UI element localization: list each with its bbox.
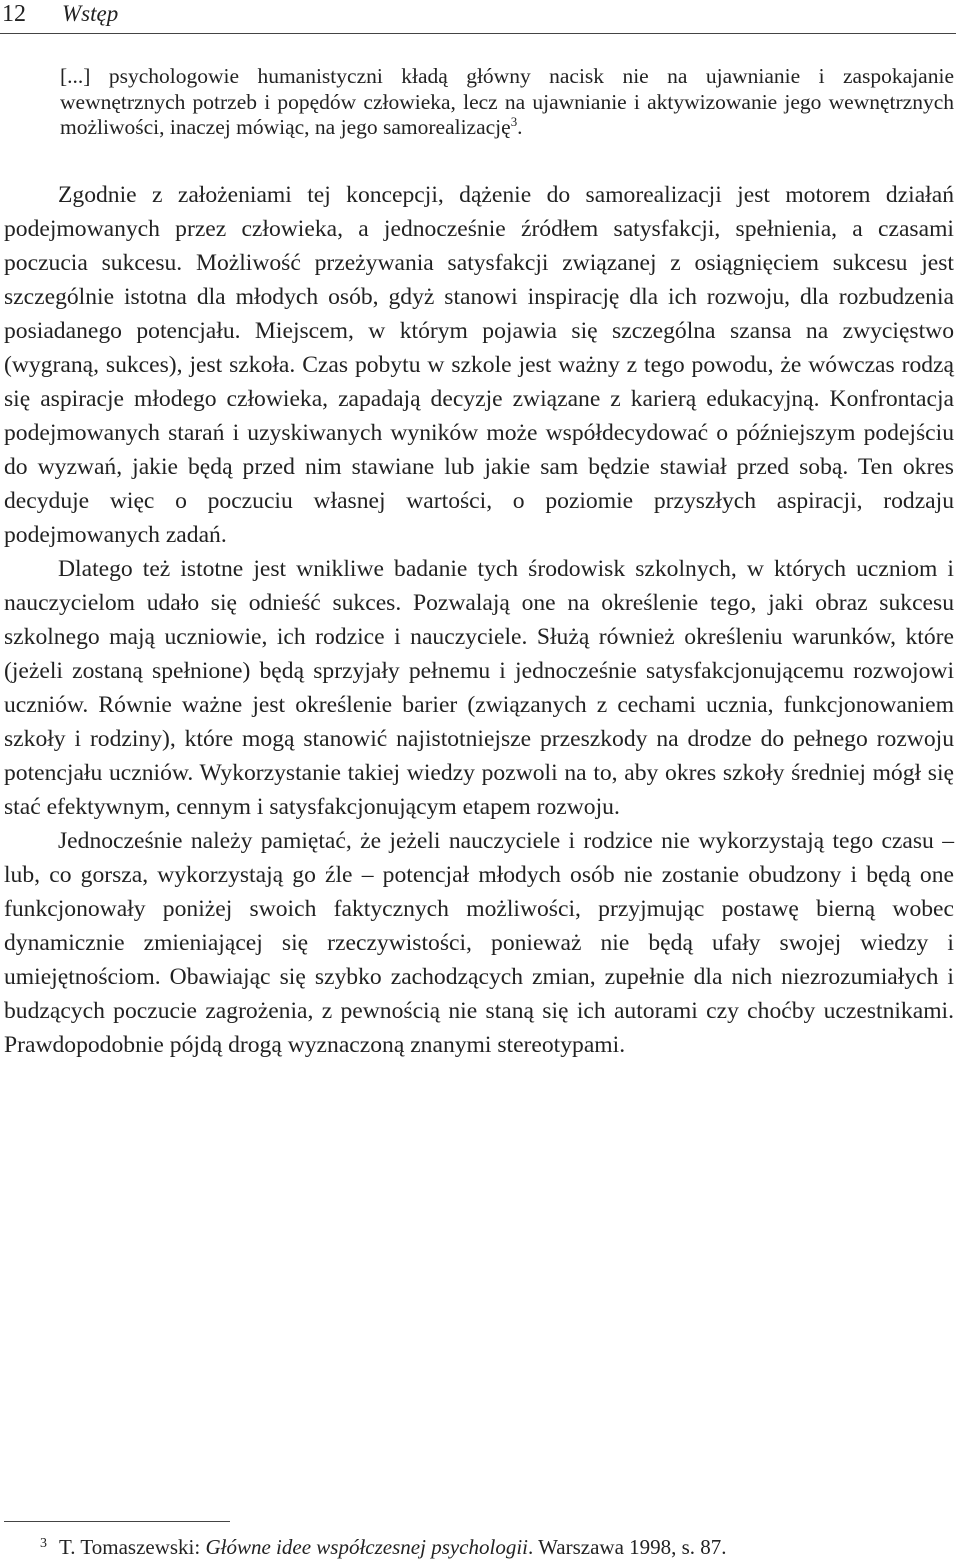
quote-paragraph [60, 64, 954, 141]
footnote-author: T. Tomaszewski: [59, 1535, 206, 1559]
footnote-separator [4, 1521, 230, 1522]
footnote-title: Główne idee współczesnej psychologii [205, 1535, 529, 1559]
footnote-number: 3 [40, 1536, 47, 1551]
quote-text: [...] psychologowie humanistyczni kładą główny nacisk nie na ujawnianie i zaspokajanie wewnętrznych potrzeb i popędów człowieka, lecz na ujawnianie i aktywizowanie jego wewnętrznych możliwości, inaczej mówiąc, na jego samorealizację [60, 64, 954, 139]
body-paragraph-3: Jednocześnie należy pamiętać, że jeżeli nauczyciele i rodzice nie wykorzystają tego czasu – lub, co gorsza, wykorzystają go źle – potencjał młodych osób nie zostanie obudzony i będą one funkcjonowały poniżej swoich faktycznych możliwości, przyjmując postawę bierną wobec dynamicznie zmieniającej się rzeczywistości, ponieważ nie będą ufały swojej wiedzy i umiejętnościom. Obawiając się szybko zachodzących zmian, zupełnie dla nich niezrozumiałych i budzących poczucie zagrożenia, z pewnością nie staną się ich autorami czy choćby uczestnikami. Prawdopodobnie pójdą drogą wyznaczoną znanymi stereotypami. [4, 828, 954, 1058]
running-title: Wstęp [62, 1, 119, 26]
footnote-citation: . Warszawa 1998, s. 87. [528, 1535, 727, 1559]
page-number: 12 [2, 1, 26, 27]
body-paragraph-1: Zgodnie z założeniami tej koncepcji, dążenie do samorealizacji jest motorem działań podejmowanych przez człowieka, a jednocześnie źródłem satysfakcji, spełnienia, a czasami poczucia sukcesu. Możliwość przeżywania satysfakcji związanej z osiągnięciem sukcesu jest szczególnie istotna dla młodych osób, gdyż stanowi inspirację dla ich rozwoju, dla rozbudzenia posiadanego potencjału. Miejscem, w którym pojawia się szczególna szansa na zwycięstwo (wygraną, sukces), jest szkoła. Czas pobytu w szkole jest ważny z tego powodu, że wówczas rodzą się aspiracje młodego człowieka, zapadają decyzje związane z karierą edukacyjną. Konfrontacja podejmowanych starań i uzyskiwanych wyników może współdecydować o późniejszym podejściu do wyzwań, jakie będą przed nim stawiane lub jakie sam będzie stawiał przed sobą. Ten okres decyduje więc o poczuciu własnej wartości, o poziomie przyszłych aspiracji, rodzaju podejmowanych zadań. [4, 182, 954, 548]
header-rule [0, 33, 956, 34]
running-header [0, 0, 956, 34]
body-paragraph-2: Dlatego też istotne jest wnikliwe badanie tych środowisk szkolnych, w których uczniom i nauczycielom udało się odnieść sukces. Pozwalają one na określenie tego, jaki obraz sukcesu szkolnego mają uczniowie, ich rodzice i nauczyciele. Służą również określeniu warunków, które (jeżeli zostaną spełnione) będą sprzyjały pełnemu i jednocześnie satysfakcjonującemu rozwojowi uczniów. Równie ważne jest określenie barier (związanych z cechami ucznia, funkcjonowaniem szkoły i rodziny), które mogą stanowić najistotniejsze przeszkody na drodze do pełnego rozwoju potencjału uczniów. Wykorzystanie takiej wiedzy pozwoli na to, aby okres szkoły średniej mógł się stać efektywnym, cennym i satysfakcjonującym etapem rozwoju. [4, 556, 954, 820]
block-quote [4, 64, 954, 141]
footnote [40, 1534, 727, 1564]
quote-end: . [517, 115, 523, 139]
footnote-reference[interactable]: 3 [510, 114, 518, 129]
body-text [4, 178, 954, 1062]
